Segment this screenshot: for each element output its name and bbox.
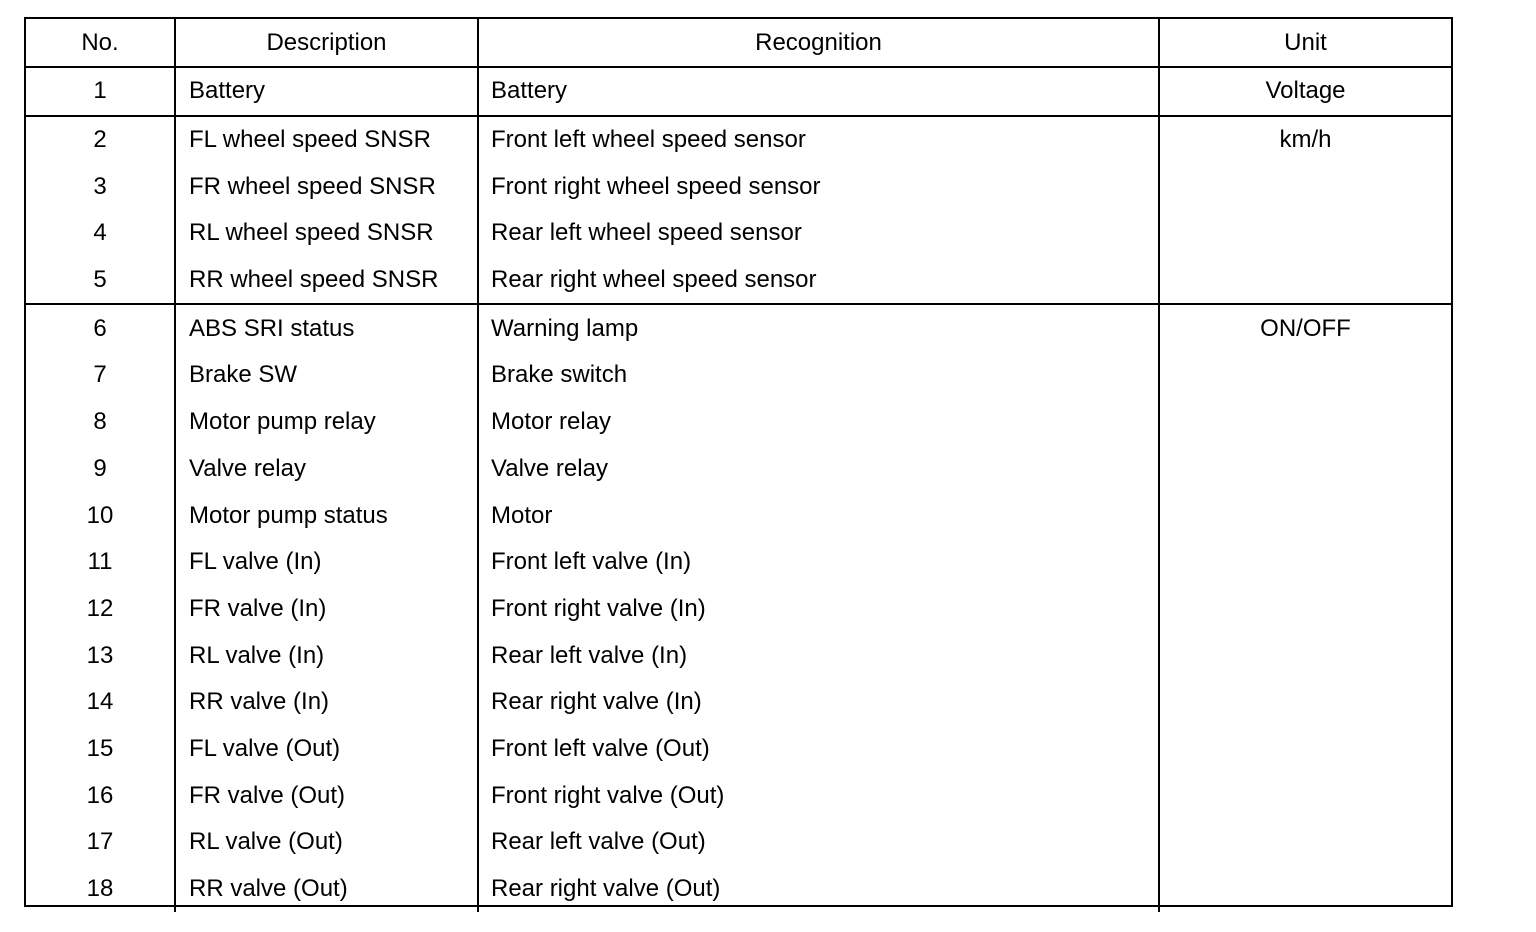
cell-description: FR valve (In) [175,586,478,633]
cell-recognition: Rear left valve (Out) [478,819,1159,866]
cell-unit [1159,586,1451,633]
cell-recognition: Battery [478,67,1159,116]
cell-recognition: Front right valve (Out) [478,772,1159,819]
cell-no: 15 [26,726,175,773]
cell-unit [1159,352,1451,399]
table-row [26,492,1451,539]
cell-unit [1159,726,1451,773]
cell-unit [1159,446,1451,493]
table-header-row [26,19,1451,67]
cell-description: RR valve (Out) [175,866,478,913]
cell-recognition: Rear right valve (In) [478,679,1159,726]
cell-unit [1159,679,1451,726]
cell-unit [1159,399,1451,446]
cell-description: FL valve (In) [175,539,478,586]
cell-recognition: Motor [478,492,1159,539]
data-table-container [24,17,1453,907]
cell-no: 18 [26,866,175,913]
cell-recognition: Rear left wheel speed sensor [478,210,1159,257]
cell-recognition: Warning lamp [478,304,1159,352]
cell-description: FL valve (Out) [175,726,478,773]
cell-recognition: Front left valve (Out) [478,726,1159,773]
table-row [26,632,1451,679]
cell-unit [1159,866,1451,913]
cell-no: 14 [26,679,175,726]
cell-no: 11 [26,539,175,586]
cell-recognition: Rear left valve (In) [478,632,1159,679]
cell-description: FL wheel speed SNSR [175,116,478,164]
cell-no: 4 [26,210,175,257]
cell-recognition: Rear right wheel speed sensor [478,257,1159,305]
cell-no: 1 [26,67,175,116]
table-row [26,819,1451,866]
cell-description: Brake SW [175,352,478,399]
cell-unit [1159,210,1451,257]
cell-recognition: Front left wheel speed sensor [478,116,1159,164]
table-row [26,679,1451,726]
cell-description: FR valve (Out) [175,772,478,819]
cell-no: 12 [26,586,175,633]
cell-description: RR valve (In) [175,679,478,726]
table-row [26,210,1451,257]
cell-no: 8 [26,399,175,446]
table-row [26,399,1451,446]
cell-description: Motor pump status [175,492,478,539]
table-row [26,163,1451,210]
table-row [26,866,1451,913]
cell-unit [1159,772,1451,819]
cell-no: 6 [26,304,175,352]
table-row [26,772,1451,819]
sensor-data-table [26,19,1451,912]
cell-description: Motor pump relay [175,399,478,446]
header-recognition: Recognition [478,19,1159,67]
cell-description: Battery [175,67,478,116]
cell-no: 16 [26,772,175,819]
cell-description: RR wheel speed SNSR [175,257,478,305]
table-row [26,726,1451,773]
cell-no: 9 [26,446,175,493]
table-row [26,539,1451,586]
cell-unit: ON/OFF [1260,314,1351,342]
table-row [26,446,1451,493]
cell-recognition: Rear right valve (Out) [478,866,1159,913]
cell-description: RL valve (Out) [175,819,478,866]
cell-unit: Voltage [1159,67,1451,116]
cell-description: FR wheel speed SNSR [175,163,478,210]
cell-no: 10 [26,492,175,539]
cell-description: ABS SRI status [175,304,478,352]
header-no: No. [26,19,175,67]
cell-unit: km/h [1279,126,1332,154]
cell-unit [1159,539,1451,586]
cell-no: 5 [26,257,175,305]
header-unit: Unit [1159,19,1451,67]
cell-recognition: Valve relay [478,446,1159,493]
cell-unit [1159,163,1451,210]
cell-unit [1159,257,1451,305]
table-row [26,116,1451,164]
cell-description: Valve relay [175,446,478,493]
cell-recognition: Front right valve (In) [478,586,1159,633]
header-description: Description [175,19,478,67]
cell-no: 2 [26,116,175,164]
cell-description: RL wheel speed SNSR [175,210,478,257]
table-row [26,257,1451,305]
cell-unit [1159,492,1451,539]
cell-no: 17 [26,819,175,866]
cell-no: 13 [26,632,175,679]
table-row [26,67,1451,116]
cell-no: 3 [26,163,175,210]
table-row [26,586,1451,633]
cell-recognition: Front left valve (In) [478,539,1159,586]
cell-unit [1159,632,1451,679]
cell-recognition: Motor relay [478,399,1159,446]
table-row [26,352,1451,399]
cell-no: 7 [26,352,175,399]
cell-unit [1159,819,1451,866]
cell-recognition: Front right wheel speed sensor [478,163,1159,210]
cell-description: RL valve (In) [175,632,478,679]
table-row [26,304,1451,352]
cell-recognition: Brake switch [478,352,1159,399]
